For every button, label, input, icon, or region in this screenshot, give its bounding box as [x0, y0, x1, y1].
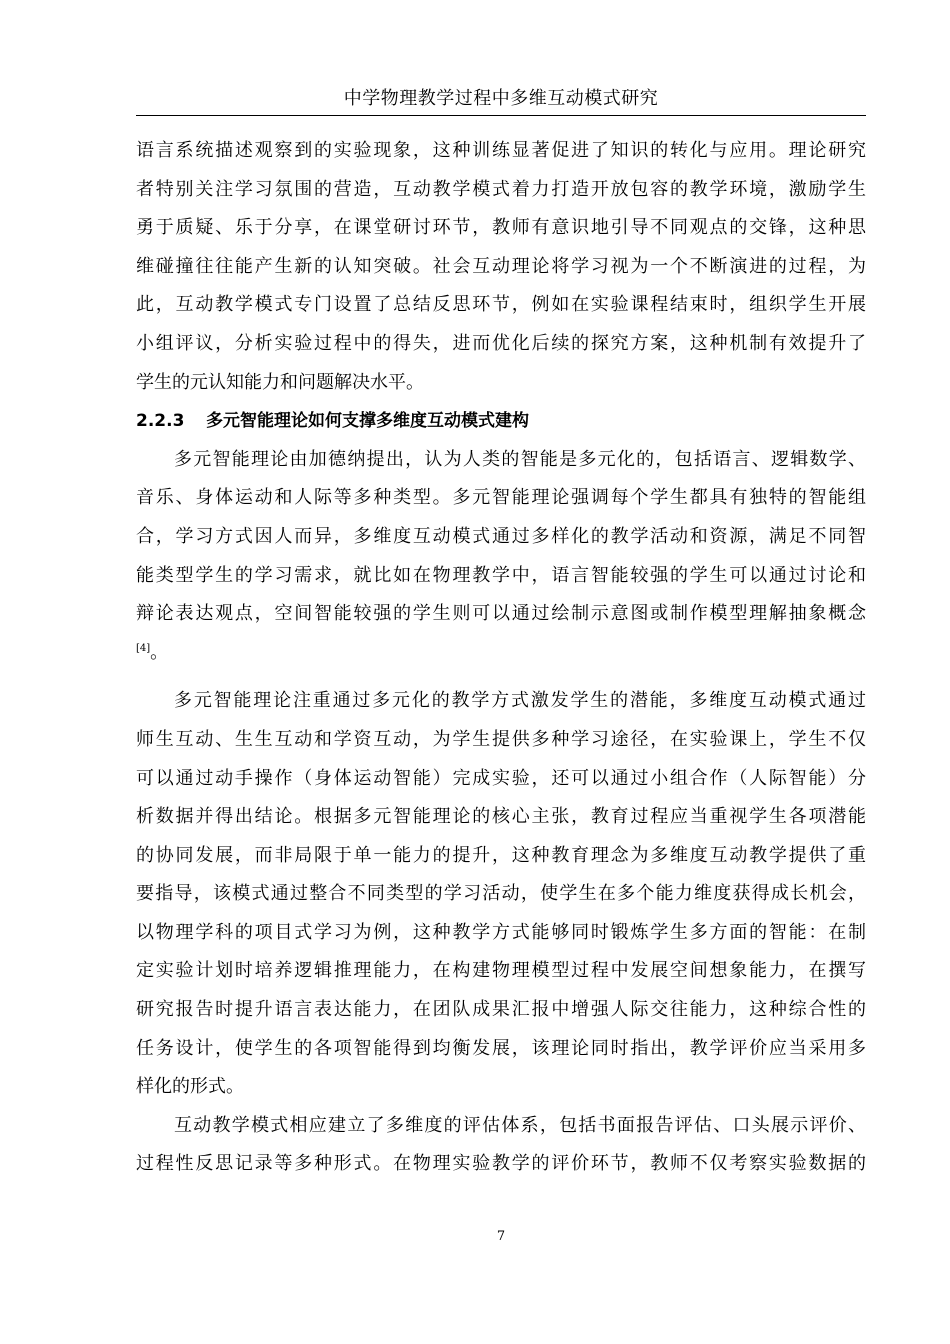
text-line: 能类型学生的学习需求，就比如在物理教学中，语言智能较强的学生可以通过讨论和	[136, 564, 866, 586]
text-line: 合，学习方式因人而异，多维度互动模式通过多样化的教学活动和资源，满足不同智	[136, 525, 866, 547]
header-divider	[136, 115, 866, 116]
text-line: 的协同发展，而非局限于单一能力的提升，这种教育理念为多维度互动教学提供了重	[136, 844, 866, 866]
text-line: 析数据并得出结论。根据多元智能理论的核心主张，教育过程应当重视学生各项潜能	[136, 806, 866, 828]
citation-ref: [4]	[136, 642, 151, 654]
paragraph-gap	[136, 672, 866, 682]
paragraph	[136, 132, 866, 402]
running-header-title: 中学物理教学过程中多维互动模式研究	[343, 88, 659, 109]
text-line: 样化的形式。	[136, 1076, 244, 1098]
text-line: 以物理学科的项目式学习为例，这种教学方式能够同时锻炼学生多方面的智能：在制	[136, 921, 866, 943]
text-line: 研究报告时提升语言表达能力，在团队成果汇报中增强人际交往能力，这种综合性的	[136, 999, 866, 1021]
section-title: 多元智能理论如何支撑多维度互动模式建构	[206, 411, 529, 432]
text-line: 辩论表达观点，空间智能较强的学生则可以通过绘制示意图或制作模型理解抽象概念	[136, 603, 866, 625]
text-line: 多元智能理论由加德纳提出，认为人类的智能是多元化的，包括语言、逻辑数学、	[174, 448, 866, 470]
text-line	[136, 634, 866, 673]
text-line: 过程性反思记录等多种形式。在物理实验教学的评价环节，教师不仅考察实验数据的	[136, 1153, 866, 1175]
text-line: 任务设计，使学生的各项智能得到均衡发展，该理论同时指出，教学评价应当采用多	[136, 1037, 866, 1059]
text-line: 定实验计划时培养逻辑推理能力，在构建物理模型过程中发展空间想象能力，在撰写	[136, 960, 866, 982]
body-text	[136, 132, 866, 1184]
text-line: 者特别关注学习氛围的营造，互动教学模式着力打造开放包容的教学环境，激励学生	[136, 178, 866, 200]
text-line: 要指导，该模式通过整合不同类型的学习活动，使学生在多个能力维度获得成长机会，	[136, 883, 866, 905]
section-heading	[136, 402, 866, 441]
section-number: 2.2.3	[136, 411, 185, 432]
text-line: 维碰撞往往能产生新的认知突破。社会互动理论将学习视为一个不断演进的过程，为	[136, 255, 866, 277]
text-line: 师生互动、生生互动和学资互动，为学生提供多种学习途径，在实验课上，学生不仅	[136, 728, 866, 750]
text-line: 此，互动教学模式专门设置了总结反思环节，例如在实验课程结束时，组织学生开展	[136, 294, 866, 316]
text-line: 小组评议，分析实验过程中的得失，进而优化后续的探究方案，这种机制有效提升了	[136, 332, 866, 354]
text-line: 语言系统描述观察到的实验现象，这种训练显著促进了知识的转化与应用。理论研究	[136, 140, 866, 161]
paragraph	[136, 1107, 866, 1184]
text-line: 学生的元认知能力和问题解决水平。	[136, 371, 424, 393]
text-line: 可以通过动手操作（身体运动智能）完成实验，还可以通过小组合作（人际智能）分	[136, 767, 866, 789]
paragraph	[136, 682, 866, 1107]
text-line: 音乐、身体运动和人际等多种类型。多元智能理论强调每个学生都具有独特的智能组	[136, 487, 866, 509]
text-line: 互动教学模式相应建立了多维度的评估体系，包括书面报告评估、口头展示评价、	[174, 1114, 866, 1136]
text-line: 勇于质疑、乐于分享，在课堂研讨环节，教师有意识地引导不同观点的交锋，这种思	[136, 217, 866, 239]
paragraph	[136, 441, 866, 673]
text-line: 多元智能理论注重通过多元化的教学方式激发学生的潜能，多维度互动模式通过	[174, 690, 866, 712]
text-fragment: 。	[150, 641, 169, 663]
page-number: 7	[496, 1229, 506, 1244]
